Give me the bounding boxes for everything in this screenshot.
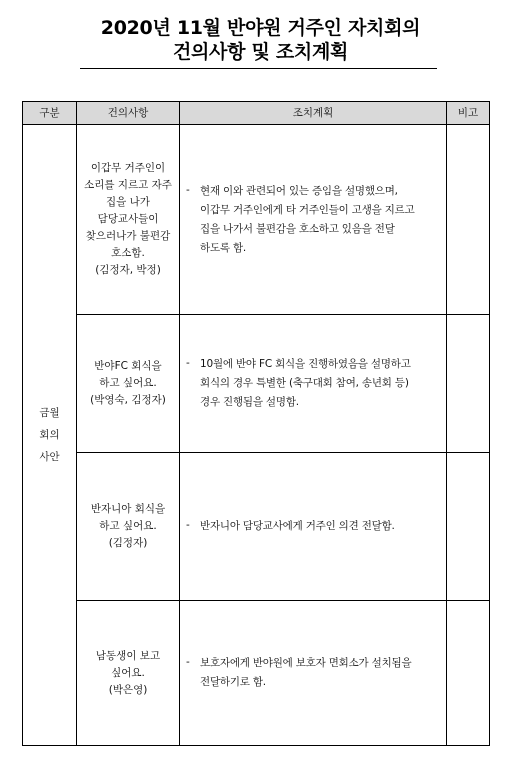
remark-cell xyxy=(447,315,490,453)
action-item xyxy=(186,355,440,412)
action-item xyxy=(186,654,440,692)
action-bullet: - xyxy=(186,519,190,531)
document-title-line-1: 2020년 11월 반야원 거주인 자치회의 xyxy=(100,17,421,39)
table-row xyxy=(23,601,490,746)
action-cell xyxy=(180,601,447,746)
action-text: 현재 이와 관련되어 있는 증임을 설명했으며, 이갑무 거주인에게 타 거주인들이 고생을 지르고 집을 나가서 불편감을 호소하고 있음을 전달 하도록 함. xyxy=(200,184,415,254)
suggestion-cell xyxy=(77,601,180,746)
remark-cell xyxy=(447,453,490,601)
suggestion-text: 반자니아 회식을 하고 싶어요. (김정자) xyxy=(90,503,166,549)
action-text: 보호자에게 반야원에 보호자 면회소가 설치됨을 전달하기로 함. xyxy=(200,657,412,688)
action-cell xyxy=(180,125,447,315)
header-suggestion: 건의사항 xyxy=(77,102,180,125)
table-row xyxy=(23,453,490,601)
table-row xyxy=(23,315,490,453)
category-text: 금월 회의 사안 xyxy=(39,407,60,463)
action-text: 반자니아 담당교사에게 거주인 의견 전달함. xyxy=(200,520,395,532)
document-title xyxy=(0,16,521,64)
suggestion-text: 반야FC 회식을 하고 싶어요. (박영숙, 김정자) xyxy=(90,360,166,406)
action-item xyxy=(186,182,440,258)
action-cell xyxy=(180,453,447,601)
header-category: 구분 xyxy=(23,102,77,125)
header-remark: 비고 xyxy=(447,102,490,125)
action-cell xyxy=(180,315,447,453)
suggestion-text: 이갑무 거주인이 소리를 지르고 자주 집을 나가 담당교사들이 찾으러나가 불편감 호소함. (김정자, 박정) xyxy=(84,162,172,276)
action-bullet: - xyxy=(186,656,190,668)
action-item xyxy=(186,517,440,536)
header-action: 조치계획 xyxy=(180,102,447,125)
suggestions-table xyxy=(22,101,490,746)
suggestion-cell xyxy=(77,125,180,315)
suggestion-text: 남동생이 보고 싶어요. (박은영) xyxy=(95,649,161,696)
remark-cell xyxy=(447,601,490,746)
table-row xyxy=(23,125,490,315)
suggestion-cell xyxy=(77,315,180,453)
title-underline xyxy=(80,68,437,69)
document-title-line-2: 건의사항 및 조치계획 xyxy=(172,41,349,63)
suggestion-cell xyxy=(77,453,180,601)
action-text: 10월에 반야 FC 회식을 진행하였음을 설명하고 회식의 경우 특별한 (축구대회 참여, 송년회 등) 경우 진행됨을 설명함. xyxy=(200,358,411,408)
category-cell xyxy=(23,125,77,746)
table-header-row xyxy=(23,102,490,125)
action-bullet: - xyxy=(186,357,190,369)
remark-cell xyxy=(447,125,490,315)
action-bullet: - xyxy=(186,183,190,196)
